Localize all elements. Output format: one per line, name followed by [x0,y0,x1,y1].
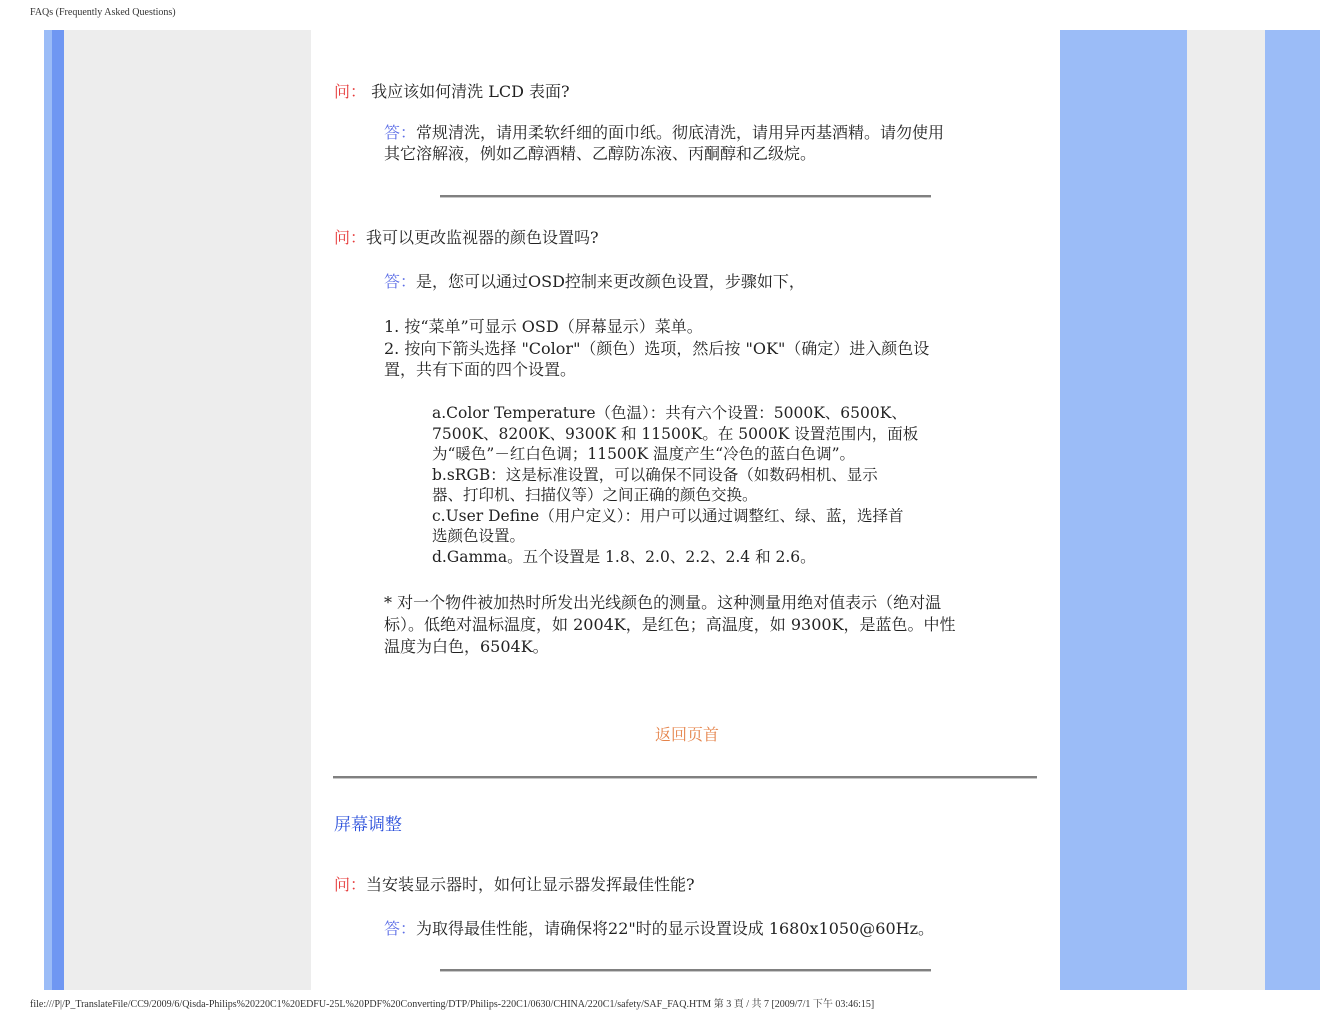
left-blue-stripe [44,30,52,990]
answer-text: 为取得最佳性能，请确保将22"时的显示设置设成 1680x1050@60Hz。 [416,919,935,938]
answer-text: 是，您可以通过OSD控制来更改颜色设置，步骤如下， [416,272,805,291]
faq2-answer [384,271,805,292]
faq2-question [334,225,599,248]
faq3-question [334,872,695,895]
setting-line: d.Gamma。五个设置是 1.8、2.0、2.2、2.4 和 2.6。 [432,547,816,566]
note-line: 温度为白色，6504K。 [384,637,549,656]
setting-line: 器、打印机、扫描仪等）之间正确的颜色交换。 [432,486,758,504]
answer-label: 答： [384,123,417,142]
back-to-top-link[interactable]: 返回页首 [655,725,720,744]
question-text: 我可以更改监视器的颜色设置吗? [366,228,599,247]
note-line: * 对一个物件被加热时所发出光线颜色的测量。这种测量用绝对值表示（绝对温 [384,593,942,612]
setting-line: 为“暖色”－红白色调；11500K 温度产生“冷色的蓝白色调”。 [432,445,856,463]
faq3-answer [384,918,934,939]
divider [440,195,931,198]
question-text: 当安装显示器时，如何让显示器发挥最佳性能? [366,875,695,894]
step-2: 2. 按向下箭头选择 "Color"（颜色）选项，然后按 "OK"（确定）进入颜色设 [384,339,930,358]
answer-label: 答： [384,272,417,291]
page-header-title: FAQs (Frequently Asked Questions) [30,7,176,18]
question-text: 我应该如何清洗 LCD 表面? [371,82,570,101]
answer-label: 答： [384,919,417,938]
answer-line: 常规清洗，请用柔软纤细的面巾纸。彻底清洗，请用异丙基酒精。请勿使用 [416,123,945,142]
left-gray-panel [64,30,311,990]
question-label: 问： [334,875,367,894]
faq1-question [334,79,570,102]
answer-line: 其它溶解液，例如乙醇酒精、乙醇防冻液、丙酮醇和乙级烷。 [384,144,817,163]
section-title-screen-adjust[interactable]: 屏幕调整 [334,815,402,835]
question-label: 问： [334,228,367,247]
setting-line: 选颜色设置。 [432,527,526,545]
step-1: 1. 按“菜单”可显示 OSD（屏幕显示）菜单。 [384,317,703,336]
divider [440,969,931,972]
temperature-note [384,592,994,658]
page-footer-path: file:///P|/P_TranslateFile/CC9/2009/6/Qisda-Philips%20220C1%20EDFU-25L%20PDF%20Converting/DTP/Philips-220C1/0630/CHINA/220C1/safety/SAF_FAQ.HTM 第 3 頁 / 共 7 [2009/7/1 下午 03:46:15] [30,999,875,1010]
right-blue-stripe [1265,30,1320,990]
right-blue-panel [1060,30,1187,990]
setting-line: c.User Define（用户定义）：用户可以通过调整红、绿、蓝，选择首 [432,506,904,525]
step-2-cont: 置，共有下面的四个设置。 [384,360,577,379]
setting-line: a.Color Temperature（色温）：共有六个设置：5000K、6500K、 [432,404,907,422]
setting-line: b.sRGB：这是标准设置，可以确保不同设备（如数码相机、显示 [432,465,878,484]
color-steps [384,316,984,380]
color-settings-list [432,403,972,567]
right-gray-panel [1187,30,1265,990]
question-label: 问： [334,82,367,101]
note-line: 标）。低绝对温标温度，如 2004K，是红色；高温度，如 9300K，是蓝色。中性 [384,615,956,634]
left-blue-stripe-dark [52,30,64,990]
setting-line: 7500K、8200K、9300K 和 11500K。在 5000K 设置范围内，面板 [432,424,919,443]
faq1-answer [384,122,994,164]
section-divider [333,776,1037,779]
